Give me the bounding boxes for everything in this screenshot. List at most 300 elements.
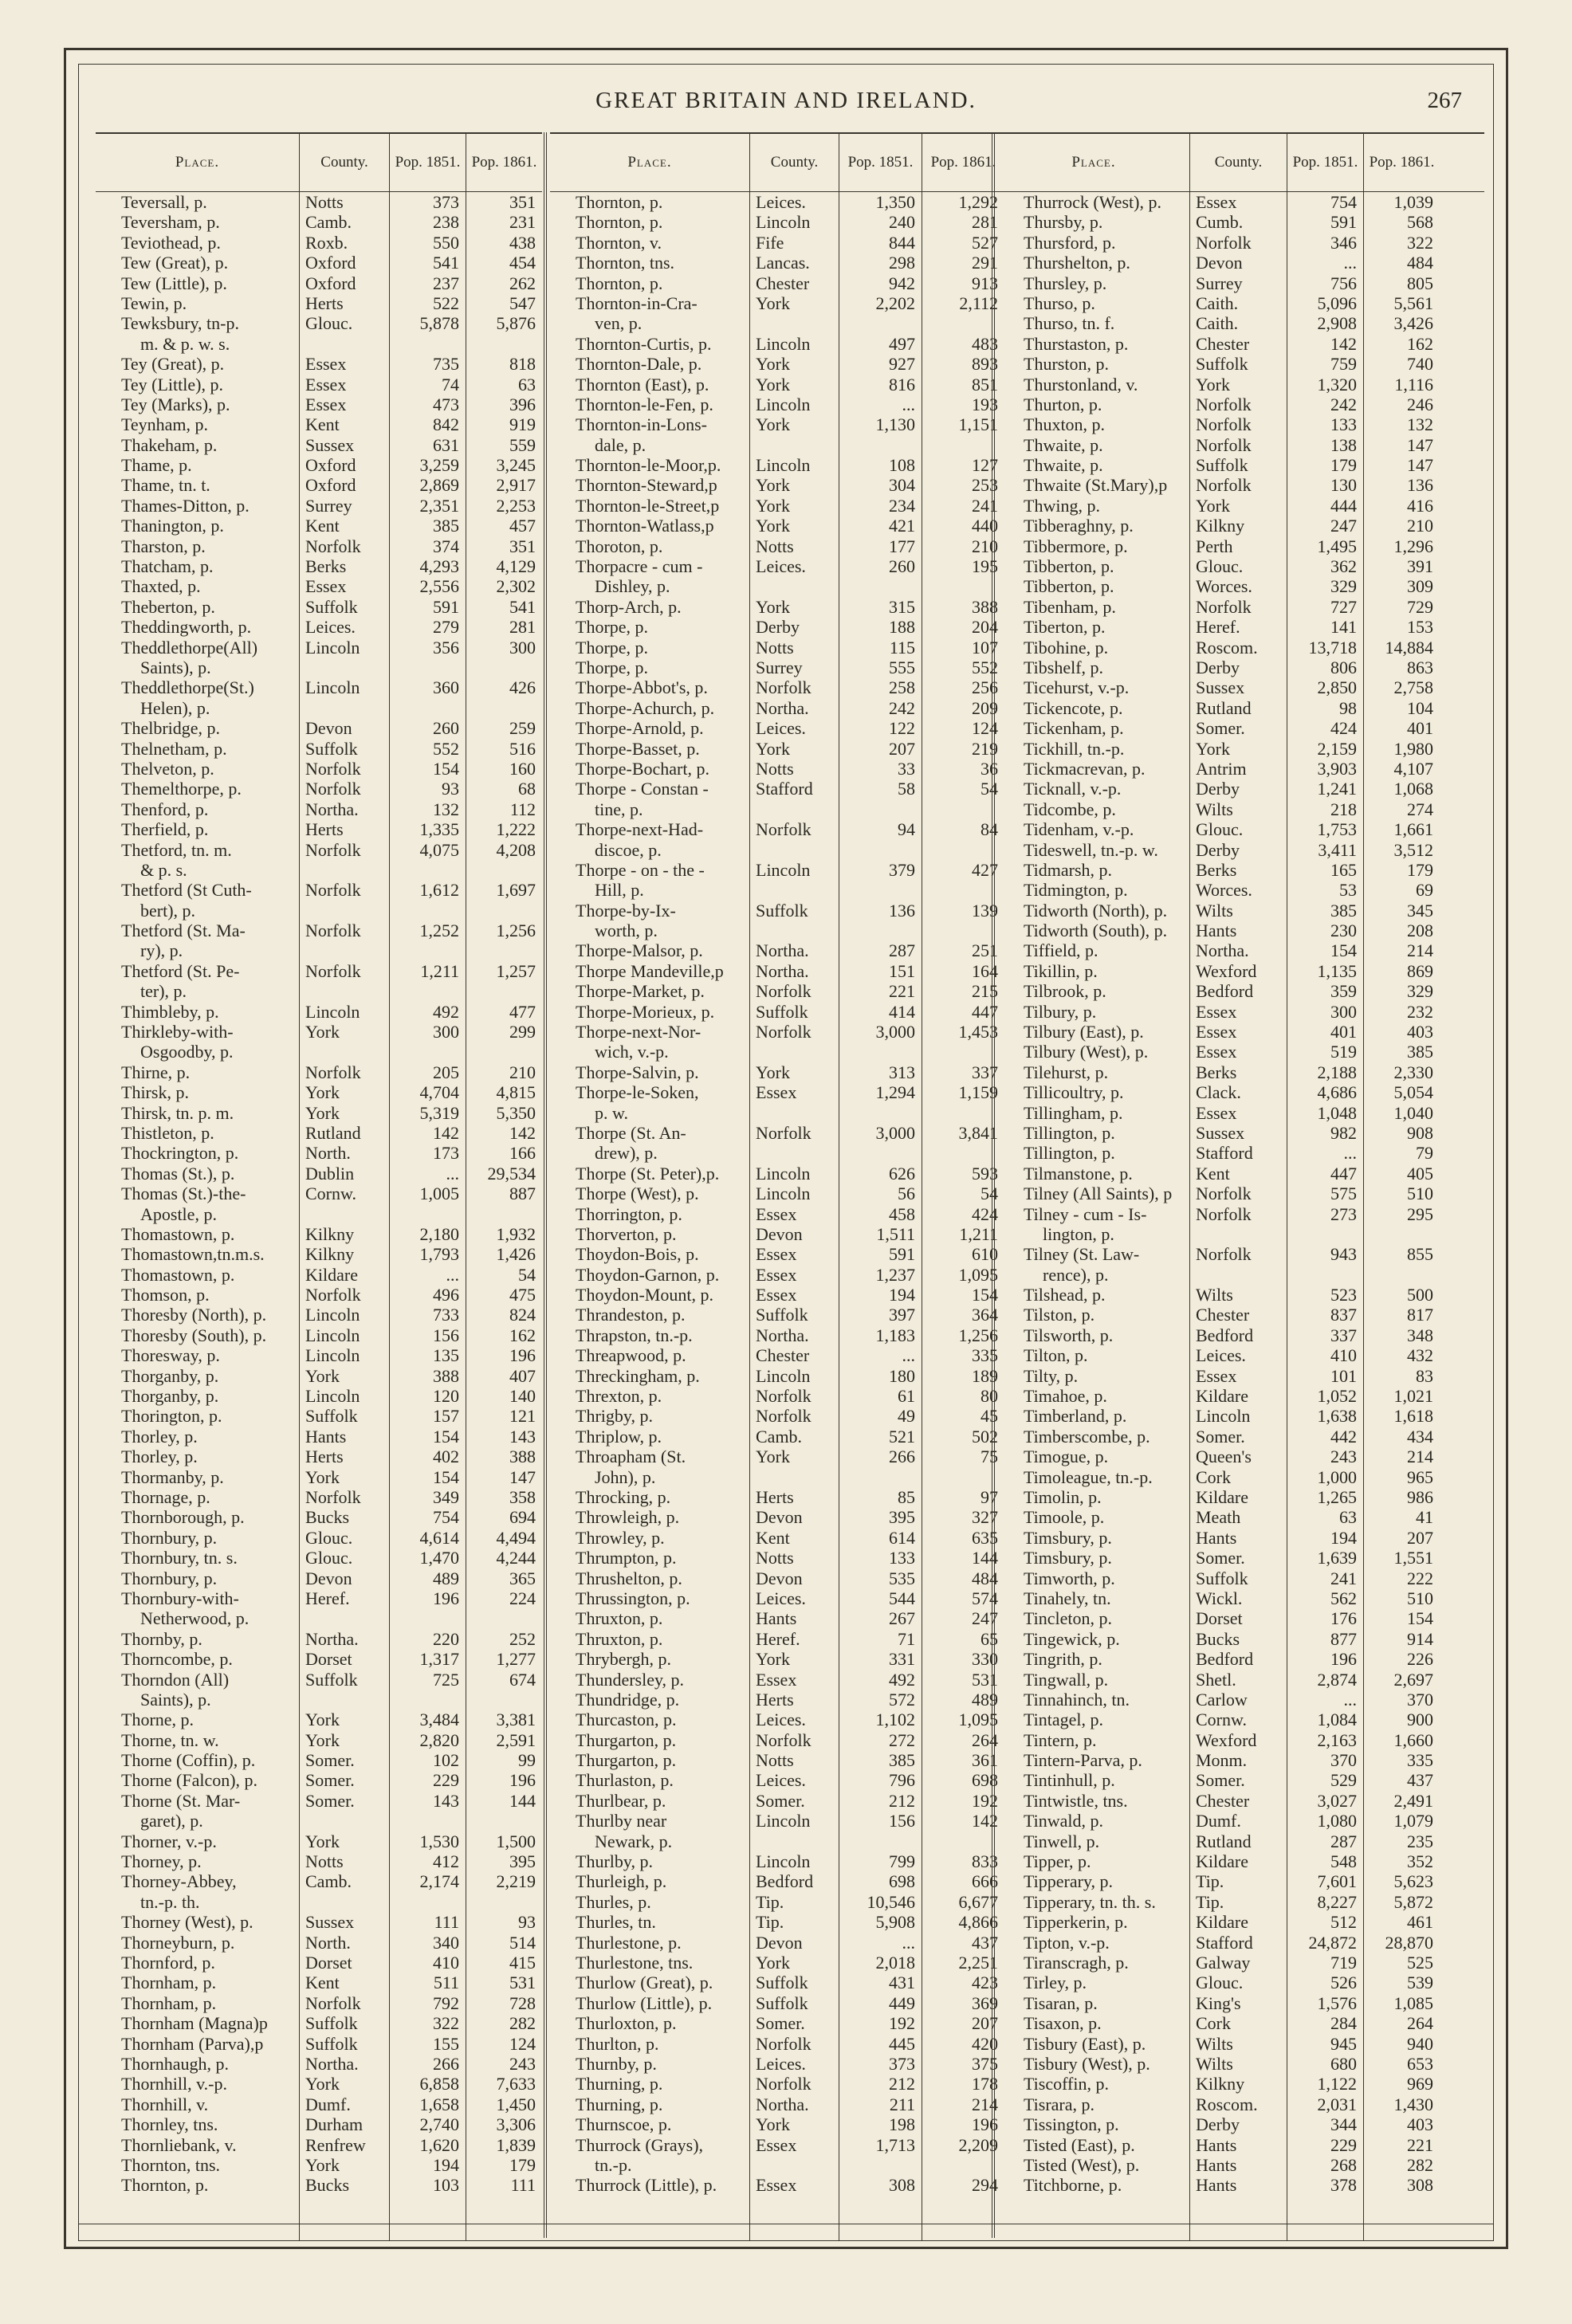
table-row — [550, 1366, 1004, 1386]
pop1861-cell: 300 — [509, 637, 536, 658]
table-row — [550, 1447, 1004, 1466]
place-cell: Tilney - cum - Is- — [1024, 1203, 1147, 1224]
place-cell: Teversall, p. — [121, 192, 207, 212]
pop1851-cell: 93 — [442, 779, 459, 799]
pop1861-cell: 855 — [1407, 1244, 1433, 1265]
header-pop1861: Pop. 1861. — [1363, 134, 1440, 191]
table-row — [550, 2054, 1004, 2074]
table-row — [96, 1670, 542, 1690]
place-cell: wich, v.-p. — [595, 1042, 669, 1062]
place-cell: tn.-p. th. — [140, 1891, 200, 1912]
table-row — [550, 2135, 1004, 2155]
table-row — [550, 334, 1004, 354]
place-cell: Thurles, tn. — [576, 1912, 656, 1933]
place-cell: Thorney-Abbey, — [121, 1871, 237, 1892]
place-cell: Thornbury, p. — [121, 1568, 218, 1588]
pop1861-cell: 121 — [509, 1406, 536, 1427]
place-cell: Thorne, p. — [121, 1710, 195, 1730]
table-row — [550, 212, 1004, 232]
pop1861-cell: 68 — [518, 779, 536, 799]
place-cell: Tew (Great), p. — [121, 253, 229, 273]
pop1861-cell: 335 — [972, 1345, 998, 1366]
table-row — [550, 1143, 1004, 1163]
county-cell — [299, 1608, 389, 1628]
place-cell: Throcking, p. — [576, 1487, 671, 1507]
pop1861-cell: 531 — [509, 1973, 536, 1993]
place-cell: Thorneyburn, p. — [121, 1932, 235, 1953]
pop1851-cell: 4,075 — [419, 839, 459, 860]
pop1861-cell: 593 — [972, 1163, 998, 1184]
county-cell: Suffolk — [305, 1669, 358, 1690]
table-row — [96, 1244, 542, 1264]
pop1851-cell: 154 — [1330, 940, 1357, 961]
county-cell: Rutland — [1196, 1831, 1252, 1851]
table-row — [550, 1892, 1004, 1912]
pop1851-cell: 284 — [1330, 2013, 1357, 2034]
pop1861-cell: 4,866 — [958, 1912, 998, 1933]
pop1851-cell: 816 — [889, 374, 915, 395]
place-cell: Tilbury, p. — [1024, 1001, 1097, 1022]
county-cell: Dorset — [1196, 1608, 1243, 1629]
place-cell: Thurning, p. — [576, 2074, 663, 2094]
place-cell: Theddingworth, p. — [121, 617, 252, 638]
table-row — [550, 860, 1004, 880]
place-cell: Thornton, p. — [576, 273, 663, 293]
table-row — [998, 1164, 1484, 1184]
table-row — [998, 799, 1484, 819]
place-cell: Tisaxon, p. — [1024, 2013, 1102, 2034]
pop1861-cell: 4,107 — [1393, 758, 1433, 779]
table-body — [96, 192, 542, 2240]
place-cell: Thorpe-Market, p. — [576, 981, 705, 1002]
place-cell: Tidmington, p. — [1024, 880, 1128, 901]
county-cell: Bedford — [1196, 1649, 1254, 1670]
pop1861-cell: 178 — [972, 2074, 998, 2094]
table-row — [550, 1265, 1004, 1285]
table-row — [998, 576, 1484, 596]
header-pop1851: Pop. 1851. — [389, 134, 466, 191]
place-cell: Thetford (St Cuth- — [121, 880, 252, 901]
county-cell: Lincoln — [305, 1325, 360, 1345]
place-cell: Threckingham, p. — [576, 1365, 700, 1386]
table-column-block-2 — [550, 132, 1004, 2240]
table-row — [998, 2135, 1484, 2155]
pop1851-cell: 267 — [889, 1608, 915, 1629]
pop1861-cell: 914 — [1407, 1628, 1433, 1649]
pop1851-cell: 5,319 — [419, 1102, 459, 1123]
county-cell — [299, 334, 389, 354]
table-row — [550, 638, 1004, 658]
table-row — [550, 1750, 1004, 1770]
place-cell: Thurlow (Little), p. — [576, 1992, 713, 2013]
county-cell: Bedford — [756, 1871, 814, 1892]
pop1861-cell — [466, 1204, 542, 1224]
county-cell: Lincoln — [305, 1386, 360, 1407]
table-row — [550, 1953, 1004, 1973]
county-cell: Queen's — [1196, 1447, 1252, 1467]
pop1851-cell: 1,000 — [1317, 1466, 1357, 1487]
table-row — [550, 819, 1004, 839]
table-row — [550, 1406, 1004, 1426]
pop1861-cell: 4,208 — [496, 839, 536, 860]
table-row — [550, 940, 1004, 960]
place-cell: Tilney (St. Law- — [1024, 1244, 1140, 1265]
place-cell: Thorndon (All) — [121, 1669, 230, 1690]
pop1851-cell: 1,265 — [1317, 1487, 1357, 1507]
pop1861-cell: 403 — [1407, 2114, 1433, 2135]
pop1851-cell: 58 — [898, 779, 915, 799]
table-row — [550, 1791, 1004, 1811]
table-row — [998, 677, 1484, 697]
pop1851-cell: ... — [446, 1163, 459, 1184]
pop1851-cell: 300 — [1330, 1001, 1357, 1022]
table-row — [998, 1791, 1484, 1811]
pop1851-cell: 4,614 — [419, 1527, 459, 1548]
place-cell: Thurleigh, p. — [576, 1871, 667, 1892]
county-cell: Lancas. — [756, 253, 810, 273]
table-row — [96, 819, 542, 839]
place-cell: drew), p. — [595, 1143, 658, 1164]
county-cell: Norfolk — [305, 960, 361, 981]
pop1851-cell: 410 — [1330, 1345, 1357, 1366]
table-row — [998, 1325, 1484, 1345]
county-cell: York — [305, 2154, 340, 2175]
place-cell: Tiranscragh, p. — [1024, 1952, 1129, 1973]
pop1851-cell — [389, 1042, 466, 1062]
pop1861-cell: 940 — [1407, 2033, 1433, 2054]
pop1851-cell: 237 — [433, 273, 459, 293]
pop1861-cell: 140 — [509, 1386, 536, 1407]
county-cell: Chester — [1196, 333, 1250, 354]
pop1861-cell: 461 — [1407, 1912, 1433, 1933]
column-rule — [749, 192, 750, 2240]
pop1851-cell: 511 — [433, 1973, 459, 1993]
pop1851-cell: 260 — [889, 556, 915, 577]
pop1851-cell: 8,227 — [1317, 1891, 1357, 1912]
pop1851-cell: 180 — [889, 1365, 915, 1386]
county-cell: Rutland — [1196, 697, 1252, 718]
table-row — [998, 2155, 1484, 2175]
county-cell: York — [305, 2074, 340, 2094]
pop1851-cell: 837 — [1330, 1305, 1357, 1325]
pop1851-cell: 5,096 — [1317, 292, 1357, 313]
county-cell: Norfolk — [756, 1022, 812, 1042]
pop1861-cell: 420 — [972, 2033, 998, 2054]
pop1851-cell: 2,820 — [419, 1729, 459, 1750]
county-cell: York — [305, 1831, 340, 1851]
table-row — [96, 496, 542, 516]
table-row — [96, 1002, 542, 1022]
place-cell: Thurrock (Grays), — [576, 2134, 704, 2155]
place-cell: Thorne (Falcon), p. — [121, 1770, 258, 1791]
pop1851-cell: 331 — [889, 1649, 915, 1670]
pop1851-cell: 541 — [433, 253, 459, 273]
pop1861-cell: 484 — [1407, 253, 1433, 273]
place-cell: Thornbury, tn. s. — [121, 1548, 238, 1568]
pop1851-cell: 359 — [1330, 981, 1357, 1002]
county-cell: Hants — [756, 1608, 797, 1629]
table-row — [998, 597, 1484, 617]
pop1851-cell: 133 — [1330, 414, 1357, 435]
county-cell: Essex — [756, 2175, 797, 2196]
place-cell: Tibshelf, p. — [1024, 657, 1104, 677]
pop1861-cell: 291 — [972, 253, 998, 273]
pop1851-cell: 130 — [1330, 475, 1357, 496]
table-row — [550, 536, 1004, 556]
place-cell: Thorley, p. — [121, 1426, 198, 1447]
place-cell: Tibbermore, p. — [1024, 536, 1128, 556]
table-row — [550, 192, 1004, 212]
pop1861-cell: 477 — [509, 1001, 536, 1022]
pop1861-cell: 143 — [509, 1426, 536, 1447]
table-row — [550, 2175, 1004, 2195]
table-row — [998, 435, 1484, 455]
pop1851-cell: 1,576 — [1317, 1992, 1357, 2013]
place-cell: Teviothead, p. — [121, 232, 221, 253]
pop1861-cell: 1,453 — [958, 1022, 998, 1042]
table-row — [96, 1629, 542, 1649]
place-cell: Thrushelton, p. — [576, 1568, 682, 1588]
pop1851-cell — [839, 1042, 922, 1062]
county-cell: Suffolk — [756, 1001, 808, 1022]
place-cell: Thornton, tns. — [121, 2154, 221, 2175]
table-row — [998, 1993, 1484, 2013]
county-cell — [299, 860, 389, 880]
pop1861-cell: 375 — [972, 2053, 998, 2074]
place-cell: Thoydon-Mount, p. — [576, 1285, 713, 1305]
table-row — [550, 1305, 1004, 1325]
place-cell: Thurlton, p. — [576, 2033, 659, 2054]
table-row — [96, 799, 542, 819]
pop1861-cell: 2,219 — [496, 1871, 536, 1892]
pop1861-cell: 83 — [1416, 1365, 1433, 1386]
table-row — [96, 739, 542, 759]
place-cell: Thwaite (St.Mary),p — [1024, 475, 1168, 496]
county-cell: Kent — [1196, 1163, 1230, 1184]
pop1851-cell: 230 — [1330, 921, 1357, 941]
county-cell: Norfolk — [1196, 414, 1252, 435]
table-row — [96, 1649, 542, 1669]
place-cell: Thruxton, p. — [576, 1628, 663, 1649]
place-cell: Thoydon-Bois, p. — [576, 1244, 699, 1265]
table-row — [550, 1811, 1004, 1831]
county-cell: York — [1196, 374, 1231, 395]
place-cell: Thomas (St.)-the- — [121, 1184, 246, 1204]
pop1851-cell: 1,084 — [1317, 1710, 1357, 1730]
table-row — [998, 375, 1484, 395]
county-cell: Essex — [756, 1264, 797, 1285]
table-row — [96, 981, 542, 1001]
place-cell: Tincleton, p. — [1024, 1608, 1113, 1629]
pop1851-cell: 247 — [1330, 516, 1357, 536]
pop1861-cell: 525 — [1407, 1952, 1433, 1973]
county-cell: Somer. — [1196, 1548, 1245, 1568]
pop1851-cell: 614 — [889, 1527, 915, 1548]
table-row — [550, 921, 1004, 940]
pop1851-cell: 1,335 — [419, 819, 459, 840]
county-cell: Oxford — [305, 475, 356, 496]
pop1851-cell — [839, 2155, 922, 2175]
column-rule — [1189, 192, 1190, 2240]
pop1851-cell: 552 — [433, 738, 459, 759]
pop1851-cell: 56 — [898, 1184, 915, 1204]
table-row — [998, 1649, 1484, 1669]
county-cell: York — [756, 1952, 791, 1973]
table-row — [550, 779, 1004, 799]
table-row — [998, 1487, 1484, 1507]
place-cell: Tingrith, p. — [1024, 1649, 1102, 1670]
place-cell: Thornton, p. — [576, 212, 663, 233]
pop1851-cell: 792 — [433, 1992, 459, 2013]
pop1851-cell: 796 — [889, 1770, 915, 1791]
pop1851-cell: 1,793 — [419, 1244, 459, 1265]
place-cell: Thuxton, p. — [1024, 414, 1106, 435]
table-row — [96, 1345, 542, 1365]
table-row — [96, 475, 542, 495]
place-cell: Thoroton, p. — [576, 536, 663, 556]
pop1861-cell: 2,209 — [958, 2134, 998, 2155]
pop1851-cell: 1,638 — [1317, 1406, 1357, 1427]
pop1851-cell: 132 — [433, 799, 459, 819]
county-cell: Glouc. — [305, 1527, 353, 1548]
pop1861-cell: 391 — [1407, 556, 1433, 577]
county-cell: Caith. — [1196, 292, 1239, 313]
county-cell — [299, 1690, 389, 1710]
table-row — [550, 901, 1004, 921]
table-row — [550, 1082, 1004, 1102]
table-row — [550, 1467, 1004, 1487]
place-cell: Thorverton, p. — [576, 1223, 677, 1244]
pop1851-cell: 1,294 — [875, 1082, 915, 1103]
place-cell: Saints), p. — [140, 1689, 211, 1710]
place-cell: Thurcaston, p. — [576, 1710, 677, 1730]
pop1851-cell: 53 — [1339, 880, 1357, 901]
place-cell: Thornbury-with- — [121, 1588, 239, 1608]
pop1851-cell: 242 — [1330, 394, 1357, 414]
table-row — [550, 1204, 1004, 1224]
place-cell: Tilton, p. — [1024, 1345, 1088, 1366]
table-row — [998, 1345, 1484, 1365]
place-cell: ry), p. — [140, 940, 183, 961]
county-cell — [299, 1042, 389, 1062]
pop1851-cell: 877 — [1330, 1628, 1357, 1649]
county-cell: Cornw. — [1196, 1710, 1247, 1730]
pop1851-cell — [839, 1467, 922, 1487]
place-cell: dale, p. — [595, 434, 646, 455]
place-cell: Thorney (West), p. — [121, 1912, 253, 1933]
county-cell: Herts — [305, 292, 344, 313]
county-cell: Stafford — [1196, 1932, 1253, 1953]
place-cell: Tibberton, p. — [1024, 556, 1114, 577]
table-row — [998, 496, 1484, 516]
table-row — [96, 2094, 542, 2114]
county-cell: King's — [1196, 1992, 1241, 2013]
table-row — [96, 273, 542, 293]
county-cell: Chester — [1196, 1790, 1250, 1811]
pop1861-cell: 3,381 — [496, 1710, 536, 1730]
place-cell: Tibenham, p. — [1024, 596, 1116, 617]
county-cell: Essex — [1196, 1042, 1237, 1062]
county-cell: Dumf. — [1196, 1811, 1241, 1831]
table-row — [998, 1447, 1484, 1466]
table-row — [998, 1285, 1484, 1305]
pop1851-cell: 555 — [889, 657, 915, 677]
county-cell: Derby — [1196, 779, 1240, 799]
place-cell: Tisted (West), p. — [1024, 2154, 1140, 2175]
table-row — [998, 1224, 1484, 1244]
pop1861-cell: 142 — [972, 1811, 998, 1831]
pop1861-cell: 221 — [1407, 2134, 1433, 2155]
table-row — [96, 1831, 542, 1851]
pop1861-cell: 1,660 — [1393, 1729, 1433, 1750]
place-cell: Theberton, p. — [121, 596, 215, 617]
county-cell: Lincoln — [756, 1184, 811, 1204]
pop1851-cell: 101 — [1330, 1365, 1357, 1386]
table-row — [550, 2074, 1004, 2094]
table-row — [998, 1670, 1484, 1690]
pop1851-cell: 378 — [1330, 2175, 1357, 2196]
county-cell: Suffolk — [756, 900, 808, 921]
pop1861-cell: 144 — [509, 1790, 536, 1811]
table-row — [998, 253, 1484, 273]
pop1861-cell: 729 — [1407, 596, 1433, 617]
table-row — [550, 2094, 1004, 2114]
county-cell: York — [305, 1102, 340, 1123]
table-row — [550, 1386, 1004, 1406]
place-cell: Thomastown, p. — [121, 1264, 235, 1285]
county-cell: Essex — [756, 2134, 797, 2155]
county-cell: Notts — [756, 1750, 794, 1771]
table-row — [998, 759, 1484, 779]
county-cell: Leices. — [756, 192, 806, 212]
county-cell — [299, 940, 389, 960]
place-cell: Tickencote, p. — [1024, 697, 1123, 718]
pop1861-cell: 351 — [509, 192, 536, 212]
place-cell: Thockrington, p. — [121, 1143, 239, 1164]
table-row — [998, 1750, 1484, 1770]
pop1851-cell: 122 — [889, 718, 915, 739]
county-cell: Suffolk — [305, 2013, 358, 2034]
pop1851-cell: 13,718 — [1308, 637, 1357, 658]
table-row — [96, 961, 542, 981]
county-cell: Norfolk — [305, 839, 361, 860]
county-cell: Norfolk — [756, 1122, 812, 1143]
table-row — [550, 799, 1004, 819]
table-row — [550, 1568, 1004, 1588]
pop1851-cell: 63 — [1339, 1507, 1357, 1528]
place-cell: p. w. — [595, 1102, 628, 1123]
county-cell: Northa. — [756, 1325, 809, 1345]
pop1851-cell: 725 — [433, 1669, 459, 1690]
place-cell: Thursby, p. — [1024, 212, 1103, 233]
place-cell: Thurloxton, p. — [576, 2013, 677, 2034]
county-cell: Notts — [756, 1548, 794, 1568]
place-cell: Thorganby, p. — [121, 1386, 219, 1407]
pop1851-cell: 412 — [433, 1851, 459, 1872]
pop1851-cell — [839, 1831, 922, 1851]
county-cell: Leices. — [756, 556, 806, 577]
table-row — [998, 1831, 1484, 1851]
county-cell: Hants — [1196, 2134, 1237, 2155]
pop1851-cell: 4,704 — [419, 1082, 459, 1103]
county-cell: Essex — [1196, 1365, 1237, 1386]
pop1851-cell: 102 — [433, 1750, 459, 1771]
table-row — [998, 1770, 1484, 1790]
table-row — [96, 1750, 542, 1770]
place-cell: Tidenham, v.-p. — [1024, 819, 1134, 840]
county-cell: York — [756, 475, 791, 496]
county-cell: Somer. — [1196, 1426, 1245, 1447]
